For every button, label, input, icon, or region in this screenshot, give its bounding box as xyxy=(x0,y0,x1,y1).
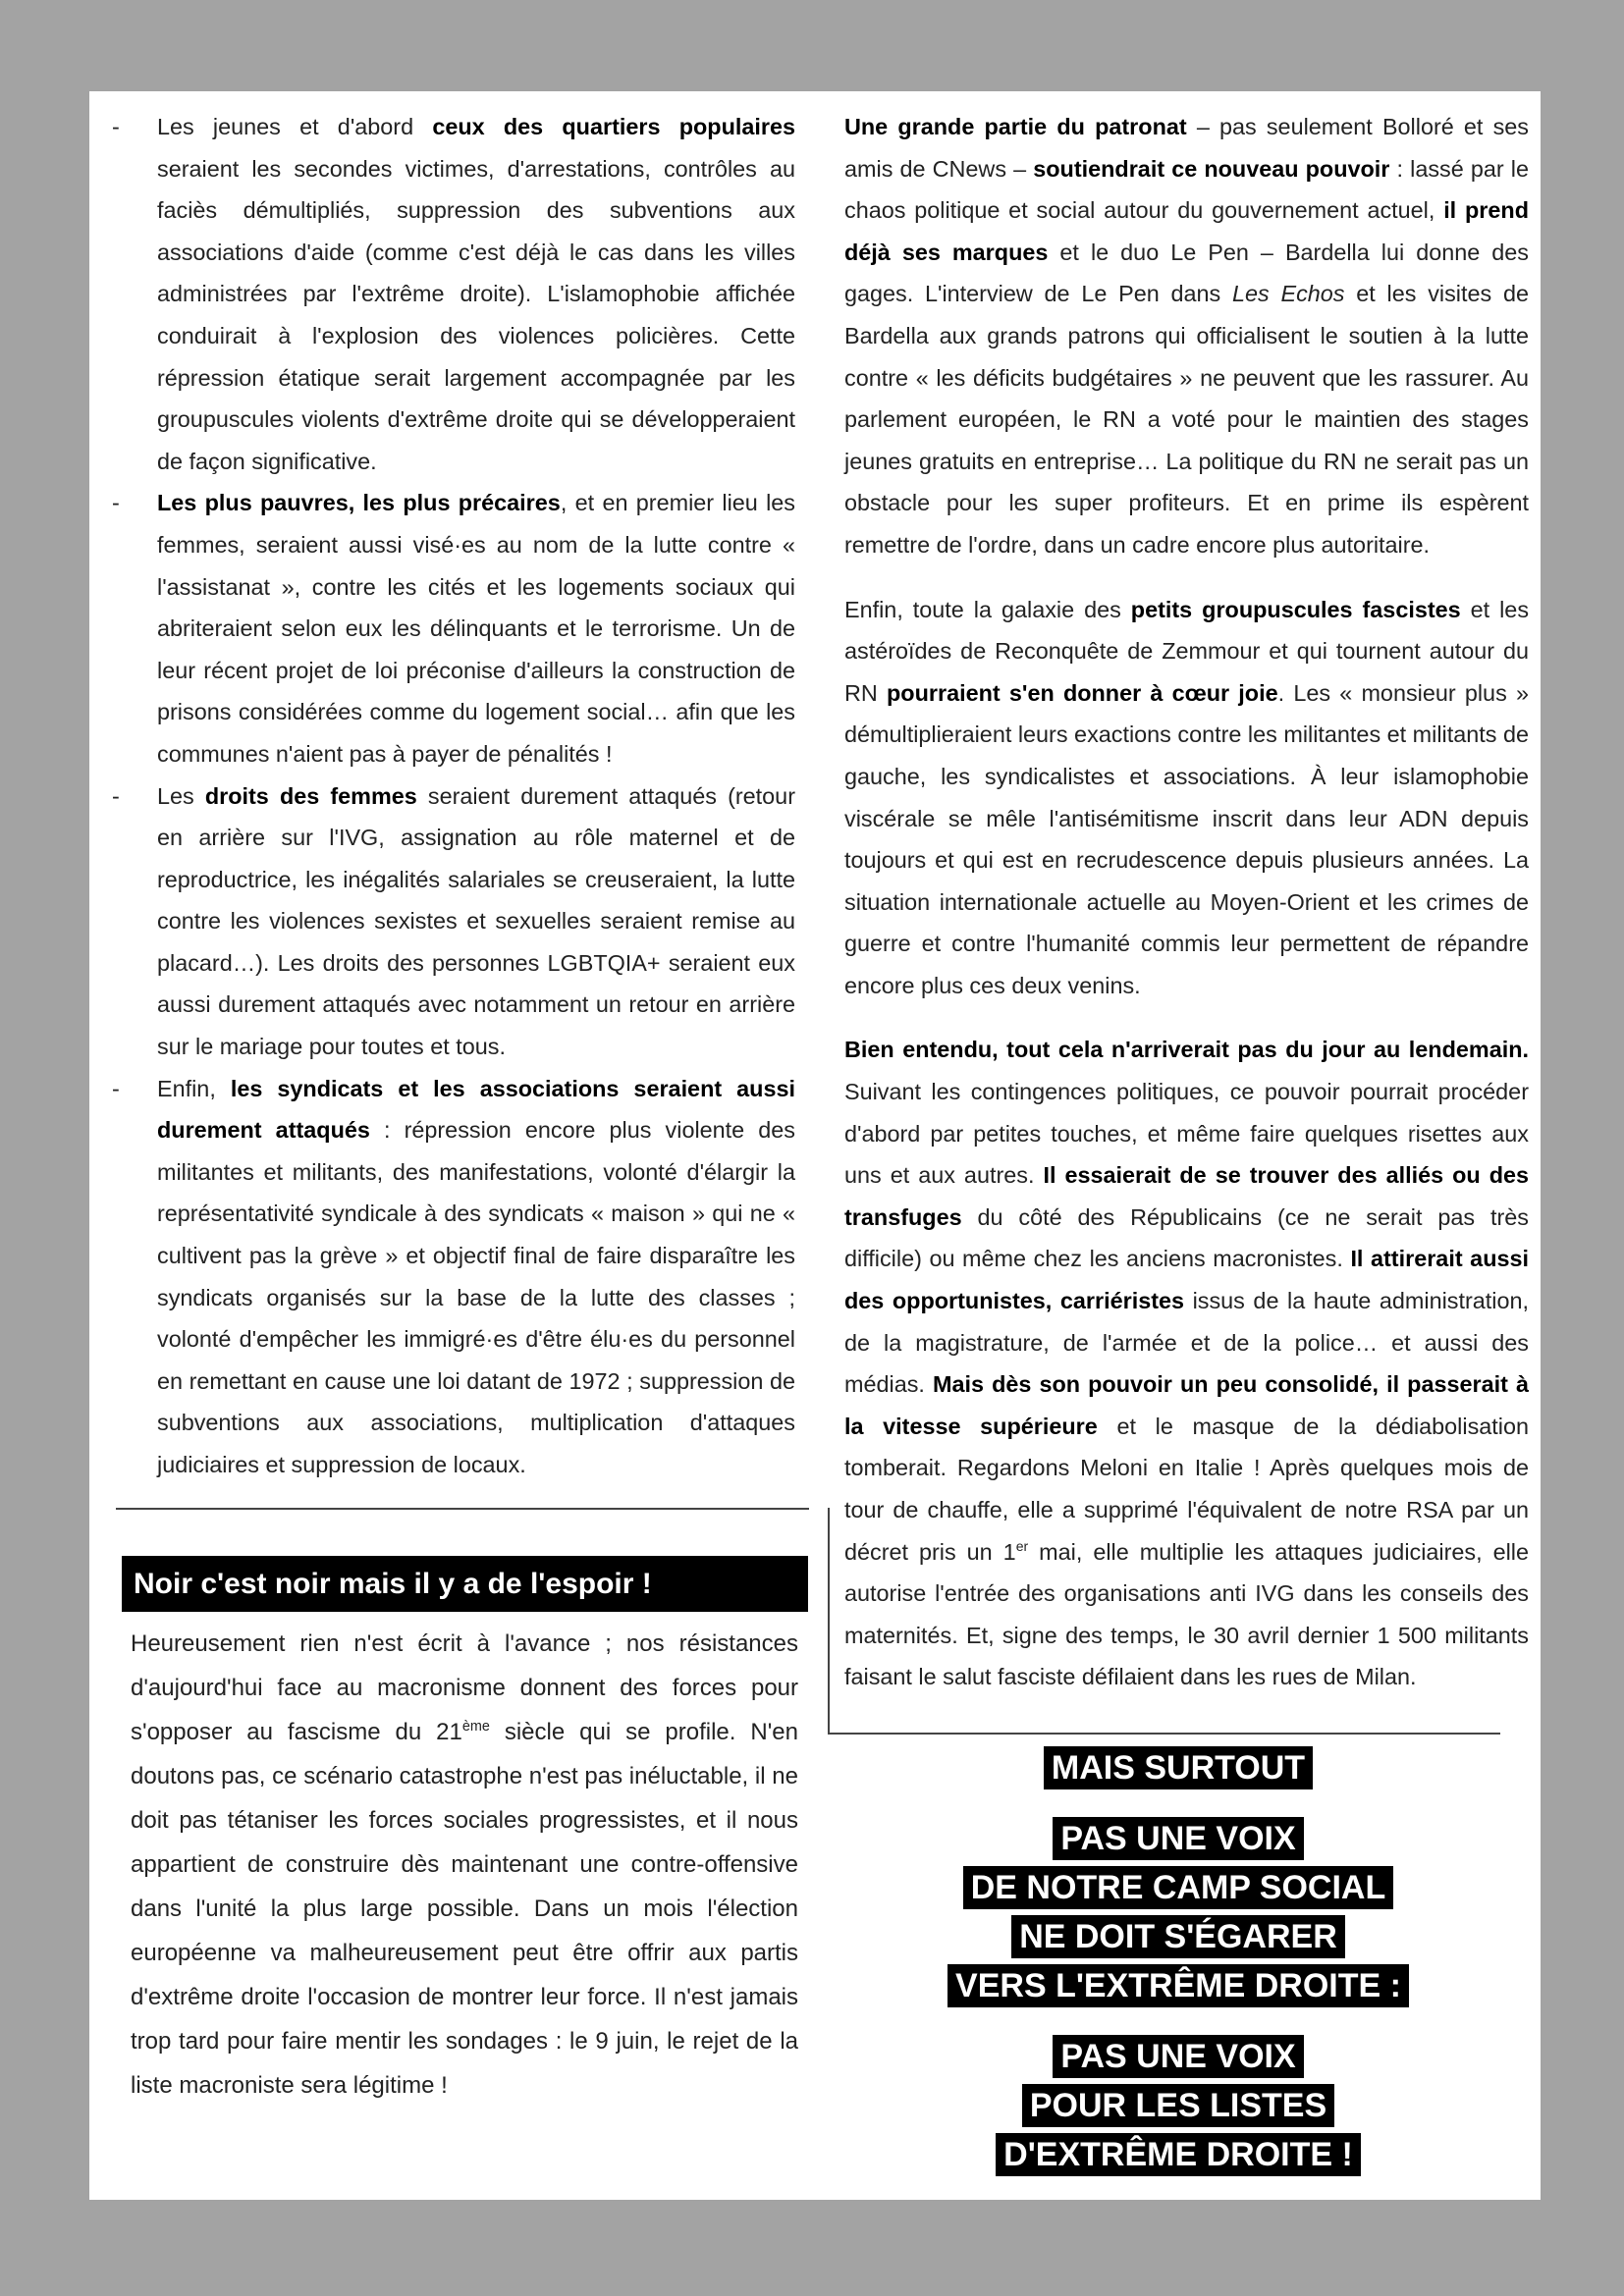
text-run: siècle qui se profile. N'en doutons pas, ce scénario catastrophe n'est pas inéluctable, il ne doit pas tétaniser les forces sociales progressistes, et il nous appartient de construire dès maintenant une contre-offensive dans l'unité la plus large possible. Dans un mois l'élection européenne va malheureusement peut être offrir aux partis d'extrême droite l'occasion de montrer leur force. Il n'est jamais trop tard pour faire mentir les sondages : le 9 juin, le rejet de la liste macroniste sera légitime ! xyxy=(131,1719,799,2099)
callout-line: NE DOIT S'ÉGARER xyxy=(1011,1915,1345,1958)
divider-right xyxy=(828,1733,1500,1735)
callout-line: MAIS SURTOUT xyxy=(1044,1746,1313,1789)
left-column xyxy=(112,106,795,1486)
bold-text: Une grande partie du patronat xyxy=(844,114,1187,139)
bullet-dash: - xyxy=(112,1075,120,1101)
text-run: issus de la haute administration, de la magistrature, de l'armée et de la police… et aussi des médias. xyxy=(844,1288,1529,1398)
text-run: Enfin, toute la galaxie des xyxy=(844,596,1131,622)
italic-text: Les Echos xyxy=(1232,281,1345,307)
bold-text: Mais dès son pouvoir un peu consolidé, il passerait à la vitesse supérieure xyxy=(844,1371,1529,1439)
callout xyxy=(884,1743,1473,2201)
right-column xyxy=(844,106,1529,1721)
bold-text: soutiendrait ce nouveau pouvoir xyxy=(1033,155,1390,182)
list-item xyxy=(112,1068,795,1486)
text-run: et les astéroïdes de Reconquête de Zemmour et qui tournent autour du RN xyxy=(844,596,1530,706)
callout-line: PAS UNE VOIX xyxy=(1053,1817,1303,1860)
callout-group-2 xyxy=(884,1814,1473,2010)
divider-vertical xyxy=(828,1508,830,1733)
callout-line: VERS L'EXTRÊME DROITE : xyxy=(947,1964,1409,2007)
text-run: seraient les secondes victimes, d'arrestations, contrôles au faciès démultipliés, suppression des subventions aux associations d'aide (comme c'est déjà le cas dans les villes administrées par l'extrême droite). L'islamophobie affichée conduirait à l'explosion des violences policières. Cette répression étatique serait largement accompagnée par les groupuscules violents d'extrême droite qui se développeraient de façon significative. xyxy=(157,155,795,474)
text-run: et le duo Le Pen – Bardella lui donne des gages. L'interview de Le Pen dans xyxy=(844,239,1529,307)
list-item xyxy=(112,775,795,1068)
bullet-list xyxy=(112,106,795,1486)
list-item xyxy=(112,106,795,482)
bold-text: pourraient s'en donner à cœur joie xyxy=(887,679,1278,706)
callout-line: D'EXTRÊME DROITE ! xyxy=(996,2133,1361,2176)
text-run: Suivant les contingences politiques, ce pouvoir pourrait procéder d'abord par petites touches, et même faire quelques risettes aux uns et aux autres. xyxy=(844,1079,1529,1189)
bold-text: ceux des quartiers populaires xyxy=(432,114,795,139)
paragraph xyxy=(844,1029,1529,1698)
text-run: et les visites de Bardella aux grands patrons qui officialisent le soutien à la lutte contre « les déficits budgétaires » ne peuvent que les rassurer. Au parlement européen, le RN a voté pour le maintien des stages jeunes gratuits en entreprise… La politique du RN ne serait pas un obstacle pour les super profiteurs. Et en prime ils espèrent remettre de l'ordre, dans un cadre encore plus autoritaire. xyxy=(844,281,1529,558)
bullet-dash: - xyxy=(112,782,120,809)
callout-line: DE NOTRE CAMP SOCIAL xyxy=(963,1866,1394,1909)
callout-line: POUR LES LISTES xyxy=(1022,2084,1334,2127)
bullet-dash: - xyxy=(112,490,120,516)
divider-left xyxy=(116,1508,809,1510)
text-run: . Les « monsieur plus » démultiplieraient leurs exactions contre les militantes et militants de gauche, les syndicalistes et associations. À leur islamophobie viscérale se mêle l'antisémitisme inscrit dans leur ADN depuis toujours et qui est en recrudescence depuis plusieurs années. La situation internationale actuelle au Moyen-Orient et les crimes de guerre et contre l'humanité commis leur permettent de répandre encore plus ces deux venins. xyxy=(844,679,1529,998)
superscript-text: er xyxy=(1015,1537,1029,1554)
paragraph xyxy=(844,106,1529,566)
paragraph xyxy=(844,589,1529,1007)
text-run: et le masque de la dédiabolisation tomberait. Regardons Meloni en Italie ! Après quelques mois de tour de chauffe, elle a supprimé l'équivalent de notre RSA par un décret pris un 1 xyxy=(844,1413,1529,1565)
superscript-text: ème xyxy=(461,1719,490,1735)
bold-text: Il essaierait de se trouver des alliés ou des transfuges xyxy=(844,1162,1530,1230)
bold-text: il prend déjà ses marques xyxy=(844,197,1529,265)
bullet-dash: - xyxy=(112,114,120,139)
text-run: Enfin, xyxy=(157,1075,231,1101)
bold-text: Les plus pauvres, les plus précaires xyxy=(157,490,561,516)
list-item xyxy=(112,482,795,774)
text-run: – pas seulement Bolloré et ses amis de CNews – xyxy=(844,114,1529,182)
text-run: du côté des Républicains (ce ne serait pas très difficile) ou même chez les anciens macronistes. xyxy=(844,1203,1529,1272)
text-run: Heureusement rien n'est écrit à l'avance ; nos résistances d'aujourd'hui face au macronisme donnent des forces pour s'opposer au fascisme du 21 xyxy=(131,1630,798,1745)
text-run: : lassé par le chaos politique et social autour du gouvernement actuel, xyxy=(844,155,1529,224)
callout-group-3 xyxy=(884,2032,1473,2179)
hope-box-text xyxy=(131,1622,798,2108)
callout-line: PAS UNE VOIX xyxy=(1053,2035,1303,2078)
text-run: mai, elle multiplie les attaques judiciaires, elle autorise l'entrée des organisations anti IVG dans les conseils des maternités. Et, signe des temps, le 30 avril dernier 1 500 militants faisant le salut fasciste défilaient dans les rues de Milan. xyxy=(844,1538,1529,1690)
text-run: , et en premier lieu les femmes, seraient aussi visé·es au nom de la lutte contre « l'assistanat », contre les cités et les logements sociaux qui abriteraient selon eux les délinquants et le terrorisme. Un de leur récent projet de loi préconise d'ailleurs la construction de prisons considérées comme du logement social… afin que les communes n'aient pas à payer de pénalités ! xyxy=(157,490,795,767)
bold-text: les syndicats et les associations seraient aussi durement attaqués xyxy=(157,1075,795,1144)
bold-text: droits des femmes xyxy=(204,782,417,809)
text-run: : répression encore plus violente des militantes et militants, des manifestations, volonté d'élargir la représentativité syndicale à des syndicats « maison » qui ne « cultivent pas la grève » et objectif final de faire disparaître les syndicats organisés sur la base de la lutte des classes ; volonté d'empêcher les immigré·es d'être élu·es du personnel en remettant en cause une loi datant de 1972 ; suppression de subventions aux associations, multiplication d'attaques judiciaires et suppression de locaux. xyxy=(157,1117,795,1477)
text-run: Les xyxy=(157,782,205,809)
bold-text: petits groupuscules fascistes xyxy=(1130,596,1461,622)
bold-text: Il attirerait aussi des opportunistes, carriéristes xyxy=(844,1246,1529,1314)
text-run: seraient durement attaqués (retour en arrière sur l'IVG, assignation au rôle maternel et de reproductrice, les inégalités salariales se creuseraient, la lutte contre les violences sexistes et sexuelles seraient remise au placard…). Les droits des personnes LGBTQIA+ seraient eux aussi durement attaqués avec notamment un retour en arrière sur le mariage pour toutes et tous. xyxy=(157,782,795,1060)
hope-box-title: Noir c'est noir mais il y a de l'espoir ! xyxy=(122,1556,808,1612)
text-run: Les jeunes et d'abord xyxy=(157,114,433,139)
callout-group-1 xyxy=(884,1743,1473,1792)
bold-text: Bien entendu, tout cela n'arriverait pas du jour au lendemain. xyxy=(844,1037,1529,1063)
